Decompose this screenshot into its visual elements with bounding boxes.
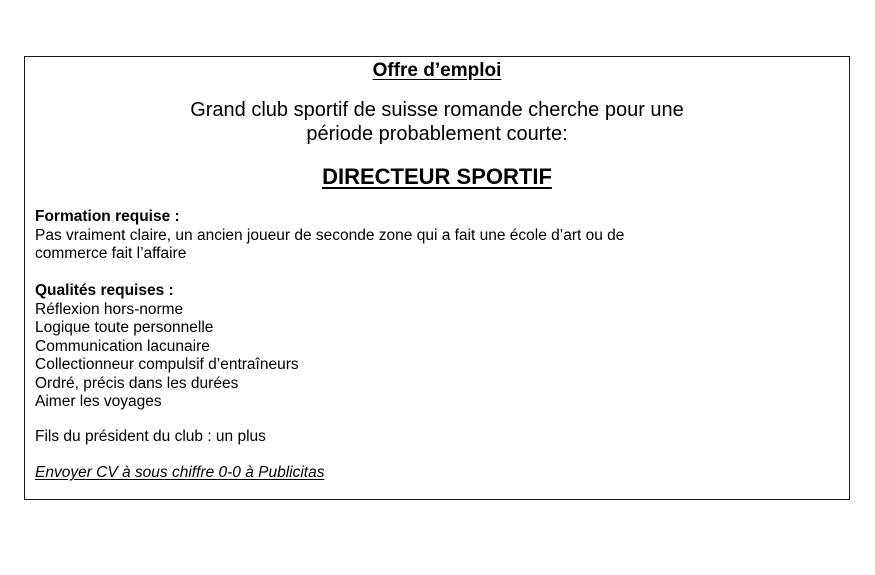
contact-instruction: Envoyer CV à sous chiffre 0-0 à Publicitas bbox=[35, 464, 325, 481]
job-ad-box bbox=[24, 56, 850, 500]
qualites-list bbox=[35, 301, 835, 412]
ad-intro-line-2: période probablement courte: bbox=[306, 123, 568, 145]
ad-intro bbox=[25, 98, 849, 146]
qualite-item: Collectionneur compulsif d’entraîneurs bbox=[35, 356, 299, 373]
qualite-item: Aimer les voyages bbox=[35, 393, 162, 410]
formation-section bbox=[35, 208, 835, 264]
ad-intro-line-1: Grand club sportif de suisse romande cherche pour une bbox=[190, 99, 684, 121]
formation-heading: Formation requise : bbox=[35, 208, 180, 225]
ad-title: Offre d’emploi bbox=[372, 60, 502, 81]
bonus-note: Fils du président du club : un plus bbox=[35, 428, 266, 445]
qualites-heading: Qualités requises : bbox=[35, 282, 174, 299]
qualite-item: Ordré, précis dans les durées bbox=[35, 374, 239, 392]
qualite-item: Communication lacunaire bbox=[35, 337, 210, 355]
qualite-item: Logique toute personnelle bbox=[35, 319, 214, 336]
formation-text-line-1: Pas vraiment claire, un ancien joueur de seconde zone qui a fait une école d’art ou de bbox=[35, 226, 625, 244]
formation-text-line-2: commerce fait l’affaire bbox=[35, 245, 187, 262]
qualite-item: Réflexion hors-norme bbox=[35, 300, 184, 318]
position-title: DIRECTEUR SPORTIF bbox=[322, 164, 552, 189]
qualites-section bbox=[35, 282, 835, 412]
